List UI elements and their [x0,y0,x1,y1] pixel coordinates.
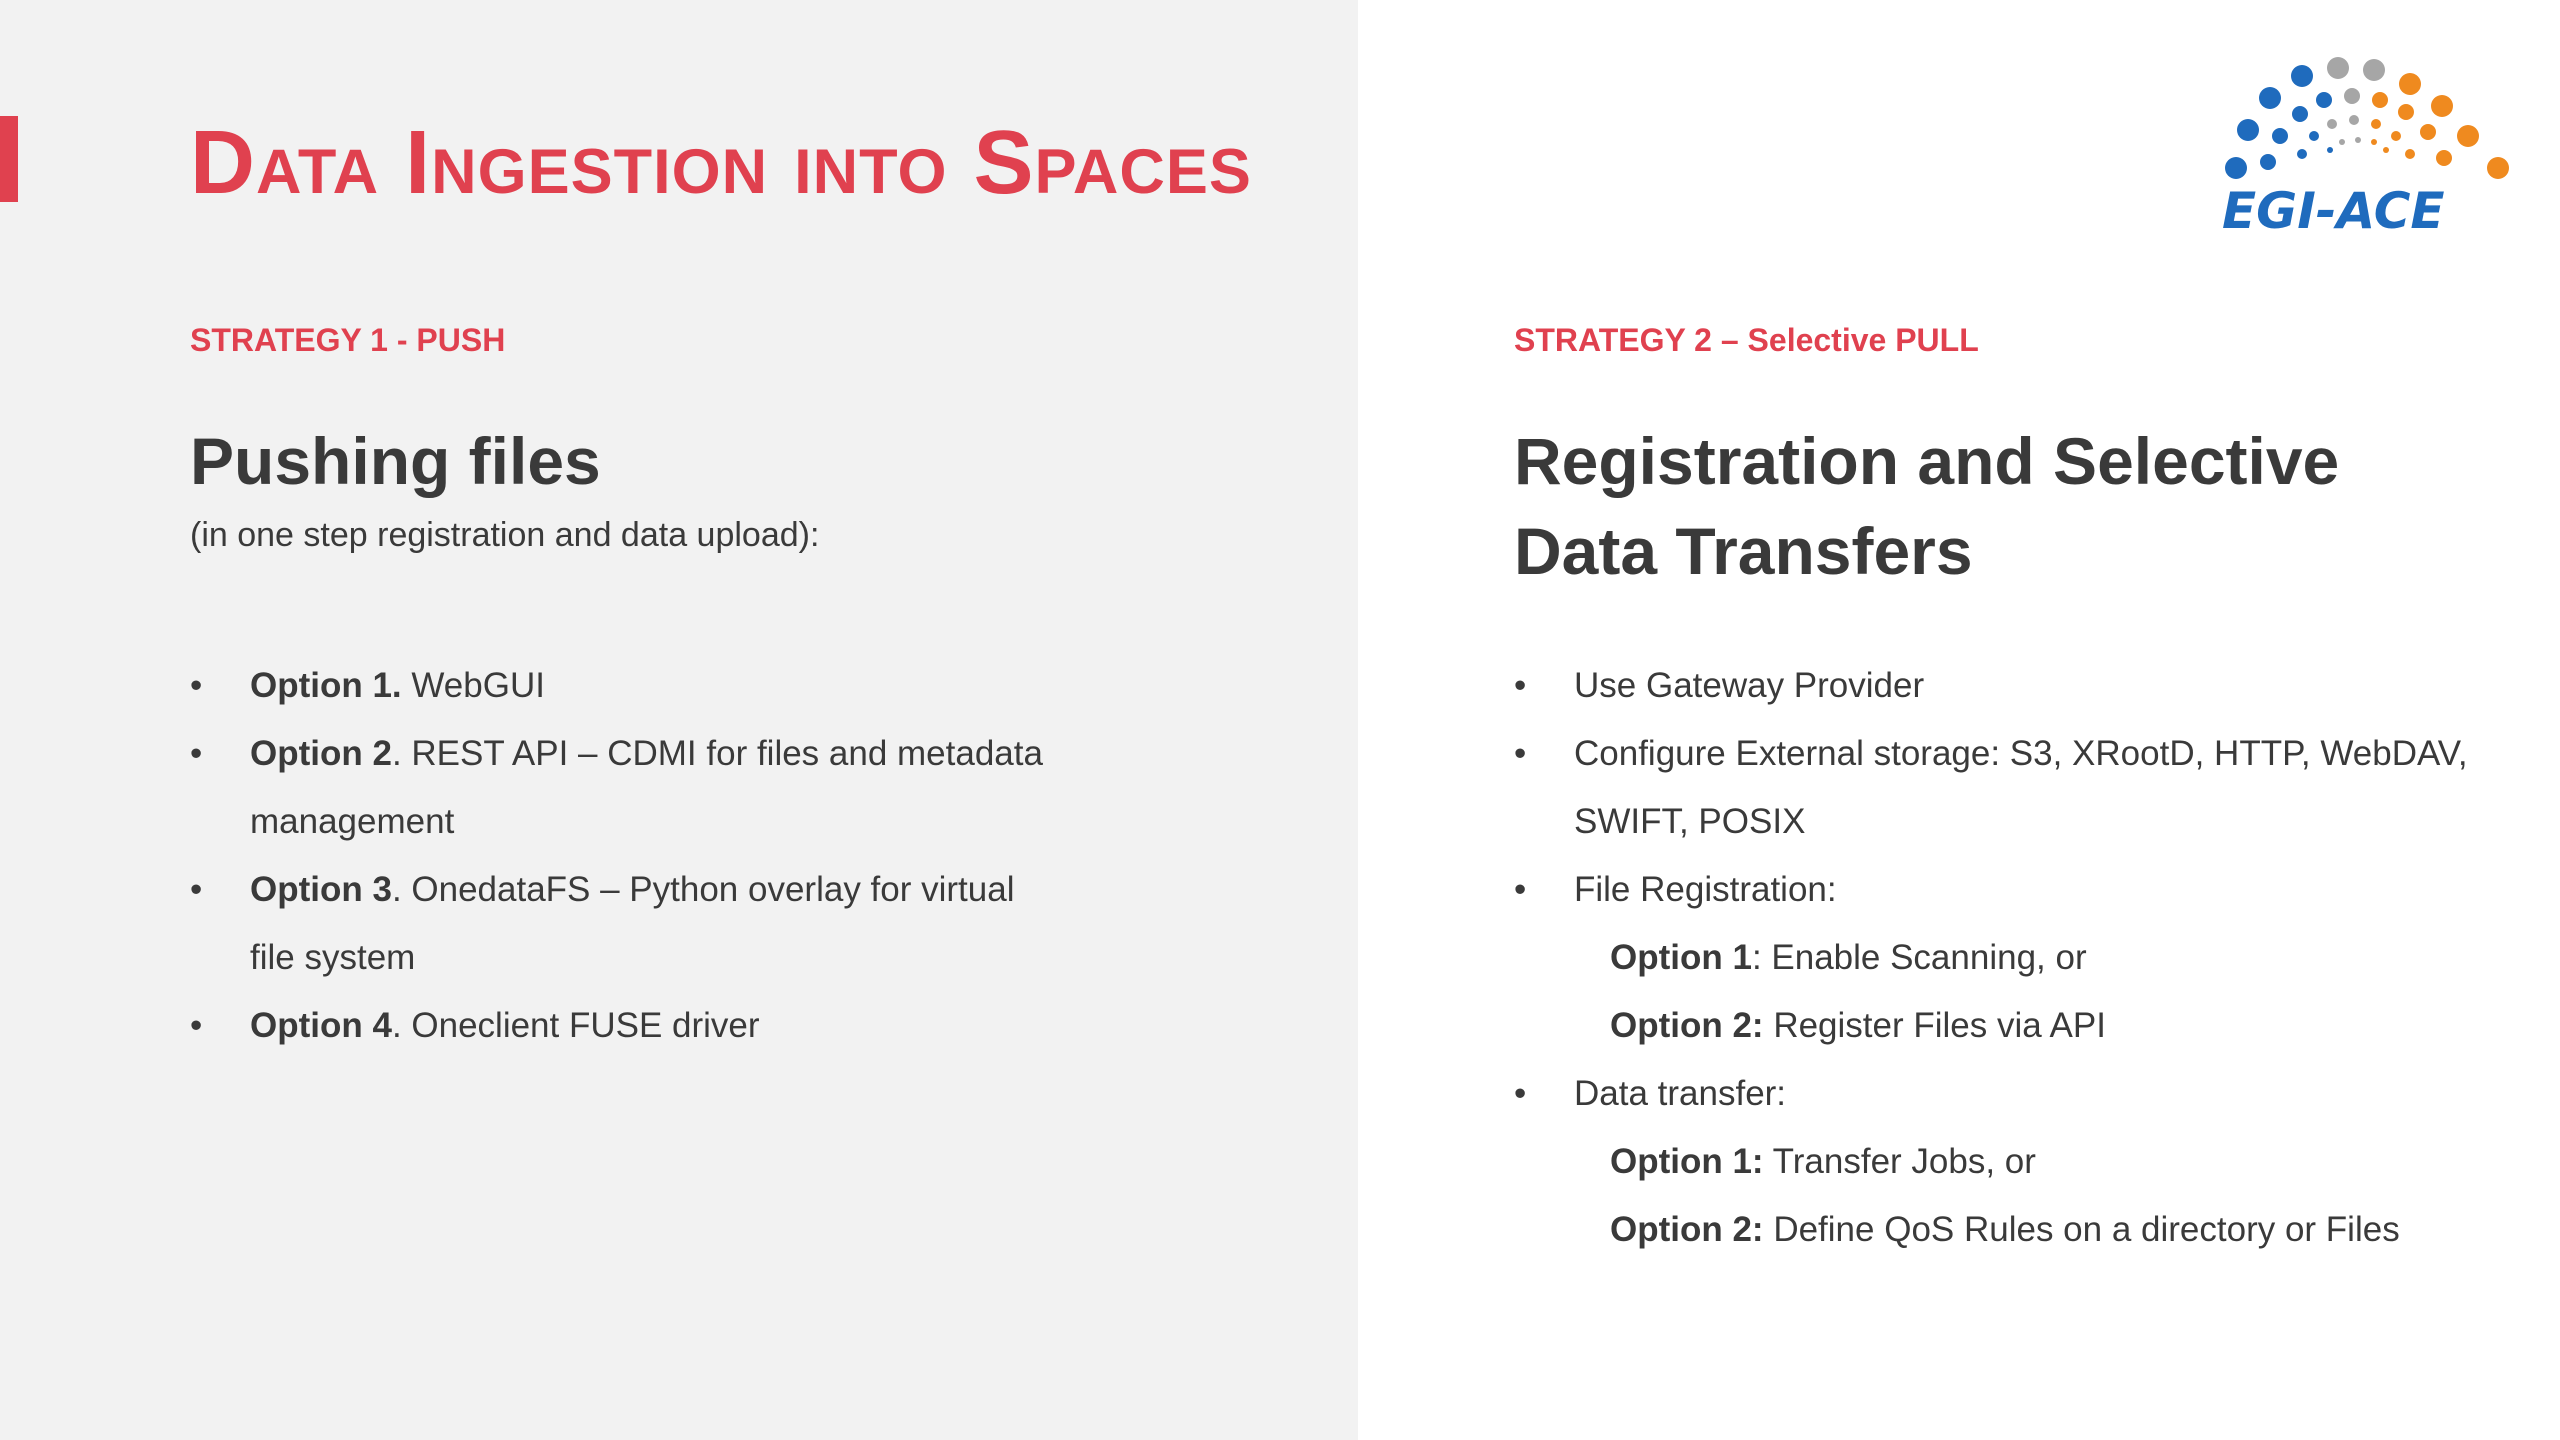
list-item-option-1 [190,652,1250,720]
option-3-text: . OnedataFS – Python overlay for virtual [391,870,1015,909]
strategy-1-subheading: (in one step registration and data upload): [190,516,820,554]
registration-option-2-label: Option 2: [1610,1006,1764,1045]
strategy-2-heading-line-1: Registration and Selective [1514,424,2340,498]
registration-option-1-text: : Enable Scanning, or [1751,938,2087,977]
bullet-icon: • [190,734,203,773]
external-storage-continuation: SWIFT, POSIX [1574,802,1806,841]
transfer-option-2 [1514,1196,2514,1264]
gateway-text: Use Gateway Provider [1574,666,1925,705]
external-storage-text: Configure External storage: S3, XRootD, HTTP, WebDAV, [1574,734,2468,773]
option-4-label: Option 4 [250,1006,392,1045]
strategy-2-heading [1514,416,2339,596]
file-registration-text: File Registration: [1574,870,1837,909]
list-item-file-registration [1514,856,2514,924]
registration-option-1-label: Option 1 [1610,938,1752,977]
transfer-option-2-text: Define QoS Rules on a directory or Files [1763,1210,2400,1249]
bullet-icon: • [1514,1074,1527,1113]
transfer-option-1-label: Option 1: [1610,1142,1764,1181]
list-item-gateway [1514,652,2514,720]
transfer-option-1-text: Transfer Jobs, or [1763,1142,2036,1181]
bullet-icon: • [1514,734,1527,773]
logo-text: EGI-ACE [2222,182,2445,240]
bullet-icon: • [190,1006,203,1045]
option-2-continuation: management [250,802,455,841]
option-2-text: . REST API – CDMI for files and metadata [391,734,1043,773]
option-3-label: Option 3 [250,870,392,909]
strategy-1-options [190,652,1250,1060]
bullet-icon: • [1514,666,1527,705]
egi-ace-logo [2218,50,2520,240]
option-1-text: WebGUI [401,666,545,705]
bullet-icon: • [190,666,203,705]
list-item-option-4 [190,992,1250,1060]
list-item-data-transfer [1514,1060,2514,1128]
data-transfer-text: Data transfer: [1574,1074,1787,1113]
strategy-2-label: STRATEGY 2 – Selective PULL [1514,322,1979,358]
option-2-label: Option 2 [250,734,392,773]
registration-option-1 [1514,924,2514,992]
list-item-option-2 [190,720,1250,788]
transfer-option-2-label: Option 2: [1610,1210,1764,1249]
option-4-text: . Oneclient FUSE driver [391,1006,760,1045]
bullet-icon: • [1514,870,1527,909]
strategy-2-heading-line-2: Data Transfers [1514,514,1973,588]
title-accent-bar [0,116,18,202]
transfer-option-1 [1514,1128,2514,1196]
strategy-1-label: STRATEGY 1 - PUSH [190,322,506,358]
registration-option-2 [1514,992,2514,1060]
option-1-label: Option 1. [250,666,402,705]
option-3-continuation: file system [250,938,416,977]
bullet-icon: • [190,870,203,909]
registration-option-2-text: Register Files via API [1763,1006,2106,1045]
strategy-2-options [1514,652,2514,1264]
list-item-option-3 [190,856,1250,924]
list-item-external-storage [1514,720,2514,788]
strategy-1-heading: Pushing files [190,424,601,498]
egi-ace-logo-graphic [2218,50,2520,240]
slide-title: Data Ingestion into Spaces [190,113,1252,213]
